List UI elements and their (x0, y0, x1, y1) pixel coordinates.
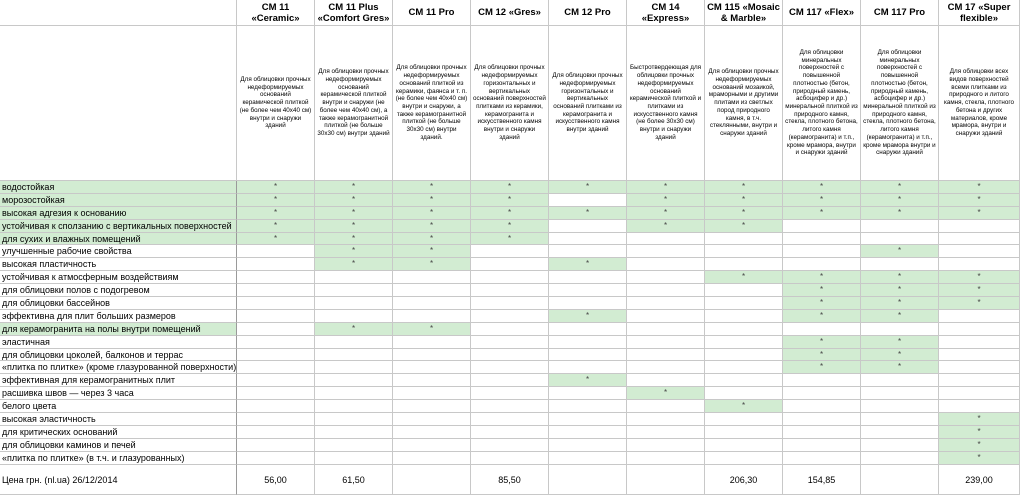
product-description: Для облицовки прочных недеформируемых горизонтальных и вертикальных оснований плитками из керамогранита и искусственного камня внутри зданий (549, 26, 627, 181)
feature-mark: * (393, 220, 471, 233)
feature-mark (549, 233, 627, 246)
feature-mark: * (549, 310, 627, 323)
feature-label: расшивка швов — через 3 часа (0, 387, 237, 400)
feature-mark: * (705, 271, 783, 284)
feature-mark (627, 323, 705, 336)
feature-mark: * (471, 220, 549, 233)
feature-mark (783, 220, 861, 233)
price-value: 206,30 (705, 465, 783, 495)
feature-mark (939, 361, 1020, 374)
feature-mark (549, 336, 627, 349)
feature-mark (705, 310, 783, 323)
feature-mark (471, 426, 549, 439)
feature-mark (939, 323, 1020, 336)
product-description: Для облицовки всех видов поверхностей всеми плитками из природного и литого камня, стекла, плотного бетона и других материалов, кроме мрамора, внутри и снаружи зданий (939, 26, 1020, 181)
feature-mark (705, 387, 783, 400)
feature-mark: * (939, 271, 1020, 284)
feature-mark (783, 426, 861, 439)
price-value (627, 465, 705, 495)
feature-mark (237, 297, 315, 310)
feature-mark: * (861, 284, 939, 297)
feature-mark (393, 387, 471, 400)
feature-mark: * (861, 245, 939, 258)
feature-mark (939, 349, 1020, 362)
feature-mark (627, 245, 705, 258)
feature-mark: * (861, 297, 939, 310)
feature-mark: * (705, 194, 783, 207)
feature-mark (315, 387, 393, 400)
feature-mark: * (627, 387, 705, 400)
feature-mark (471, 310, 549, 323)
feature-mark: * (939, 181, 1020, 194)
description-corner (0, 26, 237, 181)
feature-mark: * (237, 194, 315, 207)
feature-mark (393, 284, 471, 297)
feature-mark: * (549, 374, 627, 387)
product-description: Для облицовки прочных недеформируемых оснований керамической плиткой (не более чем 40х40 см) внутри и снаружи зданий (237, 26, 315, 181)
feature-mark (783, 452, 861, 465)
feature-mark (783, 245, 861, 258)
feature-mark (549, 400, 627, 413)
feature-label: для облицовки каминов и печей (0, 439, 237, 452)
feature-mark (861, 452, 939, 465)
price-value: 61,50 (315, 465, 393, 495)
feature-label: для сухих и влажных помещений (0, 233, 237, 246)
feature-mark (315, 336, 393, 349)
price-value (861, 465, 939, 495)
feature-mark (237, 439, 315, 452)
feature-mark: * (705, 400, 783, 413)
feature-mark: * (861, 349, 939, 362)
feature-mark (783, 400, 861, 413)
feature-mark (627, 439, 705, 452)
feature-mark (315, 361, 393, 374)
feature-mark (471, 245, 549, 258)
feature-label: «плитка по плитке» (кроме глазурованной поверхности) (2, 362, 237, 373)
feature-label: для облицовки полов с подогревом (0, 284, 237, 297)
feature-mark (471, 361, 549, 374)
feature-mark (237, 374, 315, 387)
feature-mark: * (627, 194, 705, 207)
feature-mark (393, 349, 471, 362)
feature-mark (861, 233, 939, 246)
feature-mark: * (939, 426, 1020, 439)
feature-mark (393, 400, 471, 413)
feature-mark (237, 426, 315, 439)
feature-mark (861, 426, 939, 439)
feature-mark (549, 220, 627, 233)
feature-mark: * (393, 258, 471, 271)
feature-mark (861, 400, 939, 413)
feature-mark: * (549, 207, 627, 220)
feature-label: для критических оснований (0, 426, 237, 439)
feature-mark (627, 310, 705, 323)
feature-mark (237, 387, 315, 400)
feature-mark: * (939, 413, 1020, 426)
feature-mark (627, 413, 705, 426)
feature-mark (549, 271, 627, 284)
feature-mark: * (393, 323, 471, 336)
feature-mark (237, 310, 315, 323)
product-description: Для облицовки минеральных поверхностей с повышенной плотностью (бетон, природный камень, асбоцифер и др.) минеральной плиткой из природного камня, стекла, плотного бетона, литого камня (керамогранита) и т.п., кроме мрамора, внутри и снаружи зданий (783, 26, 861, 181)
feature-mark (783, 258, 861, 271)
product-name: CM 14 «Express» (627, 0, 705, 26)
product-description: Для облицовки прочных недеформируемых горизонтальных и вертикальных оснований поверхностей плитками из керамики, керамогранита и искусственного камня внутри и снаружи зданий (471, 26, 549, 181)
feature-mark: * (783, 310, 861, 323)
feature-mark (861, 374, 939, 387)
feature-mark (471, 323, 549, 336)
feature-mark: * (237, 181, 315, 194)
feature-mark (627, 349, 705, 362)
feature-mark: * (315, 258, 393, 271)
feature-mark (549, 413, 627, 426)
feature-mark (783, 413, 861, 426)
feature-label: эластичная (0, 336, 237, 349)
feature-mark (861, 258, 939, 271)
product-name: CM 11 Pro (393, 0, 471, 26)
feature-mark (705, 349, 783, 362)
feature-mark: * (237, 233, 315, 246)
feature-mark: * (861, 361, 939, 374)
feature-mark: * (471, 233, 549, 246)
feature-mark (471, 439, 549, 452)
feature-mark (861, 413, 939, 426)
feature-mark (627, 233, 705, 246)
feature-label: для керамогранита на полы внутри помещений (0, 323, 237, 336)
feature-mark: * (705, 220, 783, 233)
feature-mark: * (315, 220, 393, 233)
product-description: Для облицовки прочных недеформируемых оснований керамической плиткой внутри и снаружи (не более чем 40х40 см), а также керамогранитной плиткой (не больше 30х30 см) внутри зданий (315, 26, 393, 181)
feature-mark: * (783, 336, 861, 349)
feature-mark (939, 336, 1020, 349)
feature-mark: * (861, 271, 939, 284)
feature-label: для облицовки цоколей, балконов и террас (0, 349, 237, 362)
product-description: Для облицовки прочных недеформируемых оснований мозаикой, мраморными и другими плитами из светлых пород природного камня, в т.ч. стеклянными, внутри и снаружи зданий (705, 26, 783, 181)
feature-mark (627, 400, 705, 413)
feature-mark: * (939, 452, 1020, 465)
feature-mark (705, 258, 783, 271)
feature-label: эффективная для керамогранитных плит (0, 374, 237, 387)
feature-mark: * (939, 439, 1020, 452)
feature-mark (315, 374, 393, 387)
product-name: CM 12 «Gres» (471, 0, 549, 26)
feature-mark (471, 349, 549, 362)
feature-mark: * (783, 207, 861, 220)
feature-mark: * (393, 181, 471, 194)
feature-mark (549, 452, 627, 465)
feature-mark (471, 413, 549, 426)
feature-mark (705, 413, 783, 426)
feature-mark (315, 439, 393, 452)
feature-mark (315, 271, 393, 284)
feature-mark (705, 336, 783, 349)
product-name: CM 11 Plus «Comfort Gres» (315, 0, 393, 26)
feature-mark: * (861, 181, 939, 194)
feature-mark (627, 284, 705, 297)
feature-mark (471, 387, 549, 400)
price-value: 239,00 (939, 465, 1020, 495)
feature-mark (471, 258, 549, 271)
product-name: CM 115 «Mosaic & Marble» (705, 0, 783, 26)
feature-mark (237, 413, 315, 426)
feature-label: улучшенные рабочие свойства (0, 245, 237, 258)
feature-mark (237, 284, 315, 297)
feature-mark (393, 297, 471, 310)
feature-mark (393, 271, 471, 284)
feature-mark (783, 323, 861, 336)
feature-mark (393, 452, 471, 465)
feature-mark (705, 426, 783, 439)
feature-mark (393, 374, 471, 387)
feature-mark (237, 349, 315, 362)
feature-mark (315, 310, 393, 323)
product-name: CM 11 «Ceramic» (237, 0, 315, 26)
feature-mark (549, 297, 627, 310)
feature-mark (627, 258, 705, 271)
feature-mark (237, 271, 315, 284)
feature-mark (861, 323, 939, 336)
feature-mark: * (315, 181, 393, 194)
feature-mark: * (315, 245, 393, 258)
feature-mark (549, 387, 627, 400)
price-value (549, 465, 627, 495)
feature-mark (939, 387, 1020, 400)
feature-mark: * (627, 207, 705, 220)
feature-mark (315, 349, 393, 362)
feature-mark: * (393, 245, 471, 258)
feature-mark: * (315, 194, 393, 207)
feature-label: «плитка по плитке» (в т.ч. и глазурованных) (0, 452, 237, 465)
feature-mark (783, 374, 861, 387)
feature-label: высокая адгезия к основанию (0, 207, 237, 220)
feature-mark (627, 426, 705, 439)
feature-mark: * (783, 284, 861, 297)
feature-mark (783, 233, 861, 246)
feature-mark (471, 271, 549, 284)
feature-mark: * (861, 310, 939, 323)
feature-mark: * (939, 194, 1020, 207)
feature-mark: * (939, 297, 1020, 310)
feature-mark (705, 233, 783, 246)
feature-mark (627, 374, 705, 387)
feature-mark (627, 452, 705, 465)
feature-mark: * (315, 323, 393, 336)
feature-mark: * (705, 207, 783, 220)
feature-mark: * (471, 194, 549, 207)
product-name: CM 117 Pro (861, 0, 939, 26)
feature-mark (549, 245, 627, 258)
feature-mark (549, 349, 627, 362)
feature-mark (393, 413, 471, 426)
feature-mark (705, 374, 783, 387)
feature-mark (315, 413, 393, 426)
feature-mark: * (393, 194, 471, 207)
feature-mark (705, 245, 783, 258)
feature-mark (705, 323, 783, 336)
feature-mark: * (471, 207, 549, 220)
feature-mark (861, 387, 939, 400)
feature-mark (237, 452, 315, 465)
price-label: Цена грн. (nl.ua) 26/12/2014 (0, 465, 237, 495)
header-corner (0, 0, 237, 26)
feature-mark: * (393, 207, 471, 220)
feature-mark (705, 297, 783, 310)
feature-mark (549, 323, 627, 336)
feature-mark (861, 439, 939, 452)
feature-mark: * (471, 181, 549, 194)
feature-mark (939, 374, 1020, 387)
feature-mark: * (549, 181, 627, 194)
feature-mark (549, 194, 627, 207)
feature-label: высокая эластичность (0, 413, 237, 426)
feature-mark: * (393, 233, 471, 246)
feature-mark (705, 284, 783, 297)
feature-mark (705, 361, 783, 374)
product-description: Быстротвердеющая для облицовки прочных недеформируемых оснований керамической плиткой и плитками из искусственного камня (не более 30х30 см) внутри и снаружи зданий (627, 26, 705, 181)
feature-mark (939, 310, 1020, 323)
feature-mark (237, 323, 315, 336)
feature-mark (549, 361, 627, 374)
feature-mark: * (939, 284, 1020, 297)
product-name: CM 17 «Super flexible» (939, 0, 1020, 26)
price-value (393, 465, 471, 495)
feature-mark (627, 336, 705, 349)
feature-mark (861, 220, 939, 233)
feature-mark (627, 271, 705, 284)
feature-mark (939, 220, 1020, 233)
feature-mark (315, 426, 393, 439)
feature-mark: * (783, 349, 861, 362)
feature-mark: * (783, 181, 861, 194)
feature-label: морозостойкая (0, 194, 237, 207)
feature-mark: * (627, 220, 705, 233)
price-value: 85,50 (471, 465, 549, 495)
feature-mark (471, 374, 549, 387)
price-value: 56,00 (237, 465, 315, 495)
feature-mark (237, 336, 315, 349)
feature-mark (549, 284, 627, 297)
feature-mark: * (237, 220, 315, 233)
feature-label: для облицовки бассейнов (0, 297, 237, 310)
feature-mark (315, 452, 393, 465)
feature-mark (939, 245, 1020, 258)
feature-label: белого цвета (0, 400, 237, 413)
feature-mark: * (861, 194, 939, 207)
feature-mark (627, 361, 705, 374)
product-description: Для облицовки минеральных поверхностей с повышенной плотностью (бетон, природный камень, асбоцифер и др.) минеральной плиткой из природного камня, стекла, плотного бетона, литого камня (керамогранита) и т.п., кроме мрамора внутри и снаружи зданий (861, 26, 939, 181)
feature-mark: * (627, 181, 705, 194)
feature-label: высокая пластичность (0, 258, 237, 271)
product-name: CM 12 Pro (549, 0, 627, 26)
feature-mark: * (861, 336, 939, 349)
feature-mark (705, 452, 783, 465)
feature-mark: * (783, 361, 861, 374)
feature-mark (393, 439, 471, 452)
feature-mark: * (315, 233, 393, 246)
feature-mark (471, 284, 549, 297)
feature-mark (393, 361, 471, 374)
feature-mark (471, 297, 549, 310)
feature-mark (237, 361, 315, 374)
product-description: Для облицовки прочных недеформируемых оснований плиткой из керамики, фаянса и т. п. (не более чем 40х40 см) внутри и снаружи, а также керамогранитной плиткой (не больше 30х30 см) внутри зданий. (393, 26, 471, 181)
feature-mark (471, 452, 549, 465)
feature-mark: * (783, 194, 861, 207)
feature-mark (237, 400, 315, 413)
feature-mark (471, 336, 549, 349)
feature-mark (315, 297, 393, 310)
feature-mark: * (549, 258, 627, 271)
feature-mark: * (783, 297, 861, 310)
feature-mark (393, 426, 471, 439)
feature-mark (939, 400, 1020, 413)
feature-mark: * (783, 271, 861, 284)
feature-mark: * (315, 207, 393, 220)
feature-mark (939, 233, 1020, 246)
product-name: CM 117 «Flex» (783, 0, 861, 26)
feature-mark (783, 387, 861, 400)
feature-mark (471, 400, 549, 413)
feature-mark (627, 297, 705, 310)
feature-mark (237, 258, 315, 271)
price-value: 154,85 (783, 465, 861, 495)
feature-mark: * (705, 181, 783, 194)
feature-label: устойчивая к атмосферным воздействиям (0, 271, 237, 284)
feature-label: устойчивая к сползанию с вертикальных поверхностей (0, 220, 237, 233)
feature-label: водостойкая (0, 181, 237, 194)
feature-label: эффективна для плит больших размеров (0, 310, 237, 323)
feature-mark: * (237, 207, 315, 220)
feature-mark (549, 439, 627, 452)
feature-mark (393, 310, 471, 323)
feature-mark (393, 336, 471, 349)
feature-mark (315, 400, 393, 413)
feature-mark (315, 284, 393, 297)
feature-mark: * (939, 207, 1020, 220)
feature-mark (783, 439, 861, 452)
feature-mark (705, 439, 783, 452)
feature-mark (549, 426, 627, 439)
feature-mark: * (861, 207, 939, 220)
feature-mark (237, 245, 315, 258)
feature-mark (939, 258, 1020, 271)
